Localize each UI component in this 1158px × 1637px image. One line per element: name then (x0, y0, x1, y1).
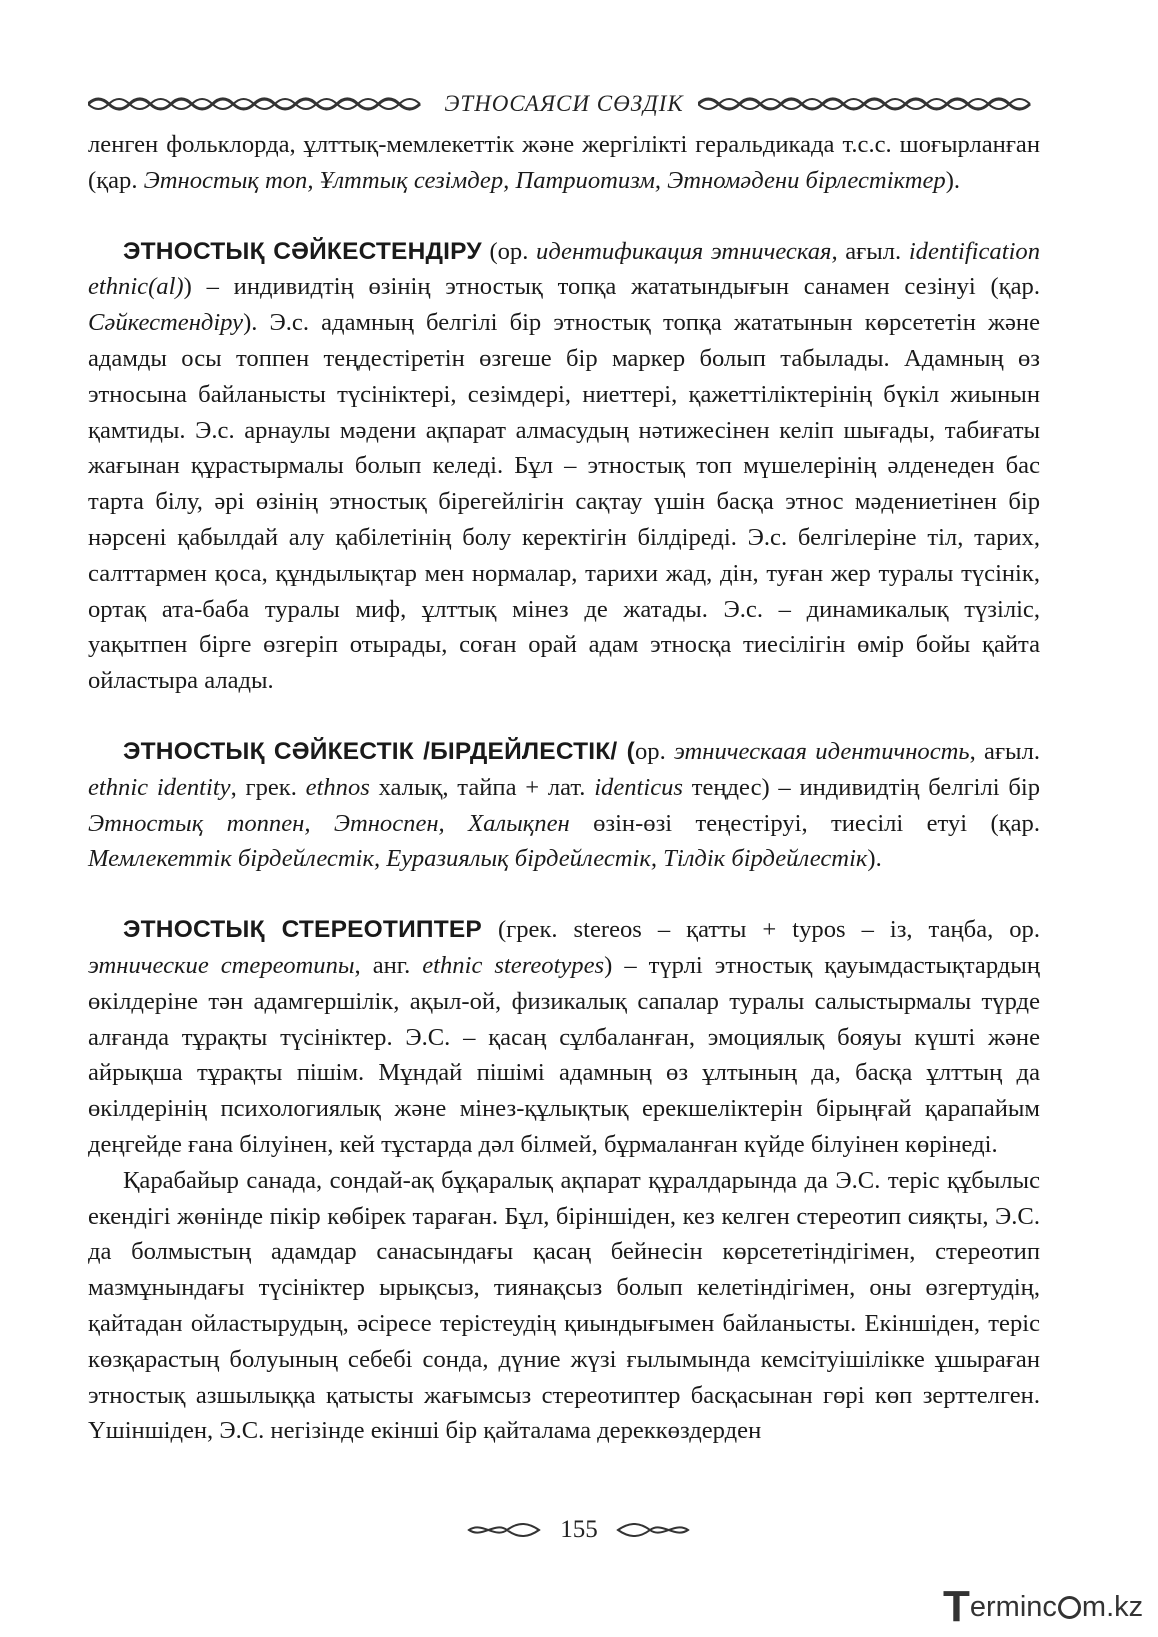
entry-term: ЭТНОСТЫҚ СӘЙКЕСТІК /БІРДЕЙЛЕСТІК/ ( (123, 737, 635, 765)
running-header (88, 84, 1040, 124)
entry-ethnic-stereotypes-paragraph-2: Қарабайыр санада, сондай-ақ бұқаралық ақпарат құралдарында да Э.С. теріс құбылыс екендігі жөнінде пікір көбірек тараған. Бұл, біріншіден, кез келген стереотип сияқты, Э.С. да болмыстың адамдар санасындағы қасаң бейнесін көрсететіндігімен, стереотип мазмұнындағы түсініктер ырықсыз, тиянақсыз болып келетіндігімен, оны өзгертудің, қайтадан ойластырудың, әсіресе терістеудің қиындығымен байланысты. Екіншіден, теріс көзқарастың болуының себебі сонда, дүние жүзі ғылымында кемсітуішілікке ұшыраған этностық азшылыққа қатысты жағымсыз стереотиптер басқасынан гөрі көп зерттелген. Үшіншіден, Э.С. негізінде екінші бір қайталама дереккөздерден (88, 1166, 1040, 1445)
page-number: 155 (560, 1516, 598, 1543)
entry-term: ЭТНОСТЫҚ СӘЙКЕСТЕНДІРУ (123, 237, 482, 265)
site-watermark: T erminc m.kz (943, 1582, 1144, 1631)
ornament-left (88, 93, 430, 115)
page-content (88, 127, 1040, 1449)
magnifier-icon (1058, 1596, 1081, 1619)
footer-ornament-right (616, 1519, 691, 1541)
entry-term: ЭТНОСТЫҚ СТЕРЕОТИПТЕР (123, 916, 482, 944)
page-footer (0, 1510, 1158, 1550)
entry-ethnic-stereotypes: ЭТНОСТЫҚ СТЕРЕОТИПТЕР (грек. stereos – қатты + typos – із, таңба, ор. этнические стереотипы, анг. ethnic stereotypes) – түрлі этностық қауымдастықтардың өкілдеріне тән адамгершілік, ақыл-ой, физикалық сапалар туралы салыстырмалы түрде алғанда тұрақты түсініктер. Э.С. – қасаң сұлбаланған, эмоциялық бояуы күшті және айрықша тұрақты пішім. Мұндай пішімі адамның өз ұлтының да, басқа ұлттың да өкілдерінің психологиялық және мінез-құлықтық ерекшеліктерін бірыңғай қарапайым деңгейде ғана білуінен, кей тұстарда дәл білмей, бұрмаланған күйде білуінен көрінеді. (88, 916, 1041, 1158)
entry-ethnic-identification: ЭТНОСТЫҚ СӘЙКЕСТЕНДІРУ (ор. идентификация этническая, ағыл. identification ethnic(al)) – индивидтің өзінің этностық топқа жататындығын санамен сезінуі (қар. Сәйкестендіру). Э.с. адамның белгілі бір этностық топқа жататынын көрсететін және адамды осы топпен теңдестіретін өзгеше бір маркер болып табылады. Адамның өз этносына байланысты түсініктері, сезімдері, ниеттері, қажеттіліктерінің бүкіл жиынын қамтиды. Э.с. арнаулы мәдени ақпарат алмасудың нәтижесінен келіп шығады, табиғаты жағынан құрастырмалы болып келеді. Бұл – этностық топ мүшелерінің әлденеден бас тарта білу, әрі өзінің этностық бірегейлігін сақтау үшін басқа этнос мәдениетінен бір нәрсені қабылдай алу қабілетінің болу керектігін білдіреді. Э.с. белгілеріне тіл, тарих, салттармен қоса, құндылықтар мен нормалар, тарихи жад, дін, туған жер туралы түсінік, ортақ ата-баба туралы миф, ұлттық мінез де жатады. Э.с. – динамикалық түзіліс, уақытпен бірге өзгеріп отырады, соған орай адам этносқа тиесілігін өмір бойы қайта ойластыра алады. (88, 237, 1040, 695)
entry-ethnic-identity: ЭТНОСТЫҚ СӘЙКЕСТІК /БІРДЕЙЛЕСТІК/ (ор. этническаая идентичность, ағыл. ethnic identity, грек. ethnos халық, тайпа + лат. identicus теңдес) – индивидтің белгілі бір Этностық топпен, Этноспен, Халықпен өзін-өзі теңестіруі, тиесілі етуі (қар. Мемлекеттік бірдейлестік, Еуразиялық бірдейлестік, Тілдік бірдейлестік). (88, 737, 1041, 873)
continuation-paragraph: ленген фольклорда, ұлттық-мемлекеттік және жергілікті геральдикада т.с.с. шоғырланған (қар. Этностық топ, Ұлттық сезімдер, Патриотизм, Этномәдени бірлестіктер). (88, 131, 1040, 194)
footer-ornament-left (467, 1519, 542, 1541)
header-title: ЭТНОСАЯСИ СӨЗДІК (444, 91, 684, 116)
ornament-right (698, 93, 1040, 115)
